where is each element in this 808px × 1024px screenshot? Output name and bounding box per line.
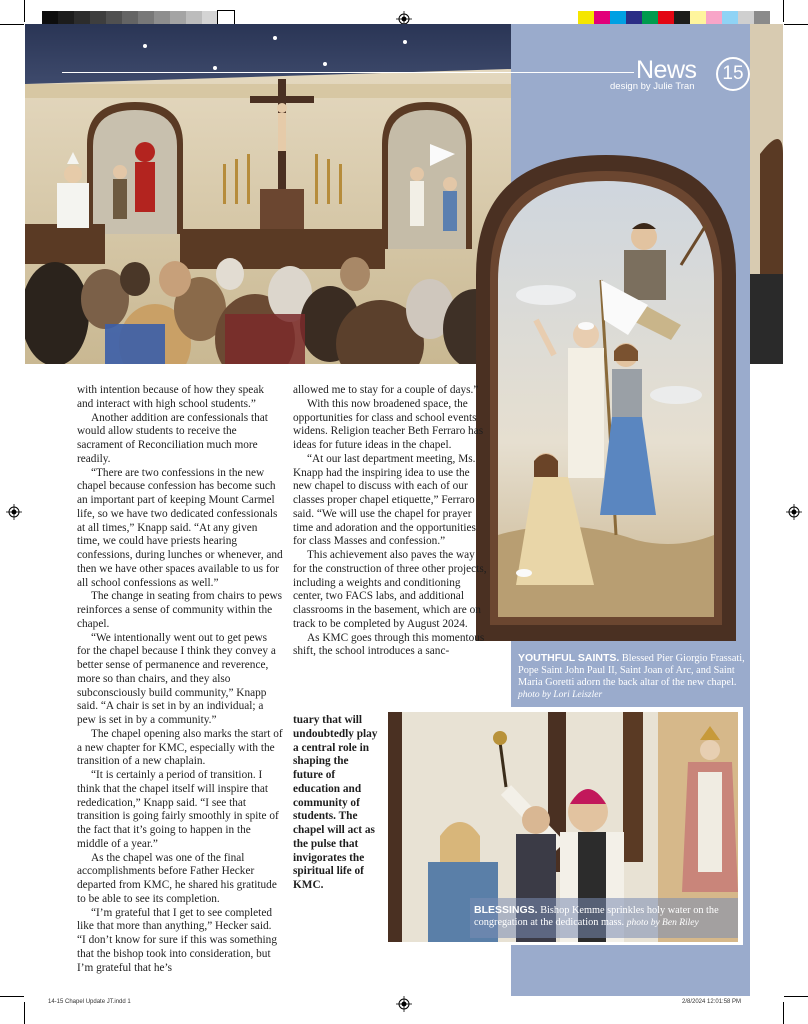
designer-credit: design by Julie Tran xyxy=(610,81,695,92)
article-paragraph: “I’m grateful that I get to see completed like that more than anything,” Hecker said. “I don’t know for sure if this was something that the bishop took into consideration, but I’m grateful that he’s xyxy=(77,906,277,974)
photo-credit: photo by Lori Leiszler xyxy=(518,690,603,700)
photo-edge xyxy=(750,24,783,364)
article-paragraph: allowed me to stay for a couple of days.” xyxy=(293,384,479,396)
crop-mark xyxy=(24,1002,25,1024)
crop-mark xyxy=(0,996,24,997)
article-column-2-tail: tuary that will undoubtedly play a central role in shaping the future of education and community of students. The chapel will act as the pulse that invigorates the spiritual life of KMC. xyxy=(293,714,378,891)
section-title: News xyxy=(636,56,697,84)
photo-credit: photo by Ben Riley xyxy=(626,918,699,928)
header-rule xyxy=(62,72,634,73)
article-paragraph: “We intentionally went out to get pews for the chapel because I think they convey a better sense of permanence and reverence, more so than chairs, and they also subconsciously build community,” Knapp said. “A chair is set in by an individual; a pew is set in by a community.” xyxy=(77,631,276,726)
caption-text: Blessed Pier Giorgio Frassati, Pope Saint John Paul II, Saint Joan of Arc, and Saint Maria Goretti adorn the back altar of the new chapel. xyxy=(518,653,745,688)
photo-caption-blessings xyxy=(474,904,740,929)
altar-painting-photo xyxy=(476,155,736,641)
crop-mark xyxy=(0,24,24,25)
article-paragraph: “At our last department meeting, Ms. Knapp had the inspiring idea to use the new chapel to discuss with each of our classes proper chapel etiquette,” Ferraro said. “We will use the chapel for prayer time and adoration and the opportunities for class Masses and confession.” xyxy=(293,452,476,548)
page-number: 15 xyxy=(716,57,750,91)
crop-mark xyxy=(783,1002,784,1024)
article-paragraph: The chapel opening also marks the start of a new chapter for KMC, especially with the transition of a new chaplain. xyxy=(77,727,283,768)
photo-caption-saints xyxy=(518,652,746,701)
article-column-1 xyxy=(77,384,283,975)
article-paragraph: As KMC goes through this momentous shift, the school introduces a sanc- xyxy=(293,631,485,658)
article-paragraph: Another addition are confessionals that would allow students to receive the sacrament of Reconciliation much more readily. xyxy=(77,411,268,465)
registration-mark-icon xyxy=(396,996,412,1012)
footer-timestamp: 2/8/2024 12:01:58 PM xyxy=(682,999,742,1005)
crop-mark xyxy=(24,0,25,22)
article-paragraph: As the chapel was one of the final accomplishments before Father Hecker departed from KMC, he shared his gratitude to be able to see its completion. xyxy=(77,851,277,905)
article-paragraph: With this now broadened space, the opportunities for class and school events widens. Religion teacher Beth Ferraro has ideas for future ideas in the chapel. xyxy=(293,397,484,451)
article-paragraph: This achievement also paves the way for the construction of three other projects, including a weights and conditioning center, two FACS labs, and additional classrooms in the basement, which are on track to be completed by August 2024. xyxy=(293,549,487,630)
article-paragraph: The change in seating from chairs to pews reinforces a sense of community within the chapel. xyxy=(77,590,283,630)
registration-mark-icon xyxy=(786,504,802,520)
caption-text: Bishop Kemme sprinkles holy water on the congregation at the dedication mass. xyxy=(474,905,719,928)
crop-mark xyxy=(783,0,784,22)
article-column-2 xyxy=(293,384,489,659)
caption-lead: BLESSINGS. xyxy=(474,904,538,916)
crop-mark xyxy=(784,24,808,25)
congregation-photo xyxy=(25,24,511,364)
article-paragraph: with intention because of how they speak and interact with high school students.” xyxy=(77,384,264,410)
crop-mark xyxy=(784,996,808,997)
footer-file-name: 14-15 Chapel Update JT.indd 1 xyxy=(48,999,131,1005)
article-paragraph: “There are two confessions in the new chapel because confession has become such an important part of keeping Mount Carmel life, so we have two dedicated confessionals at all times,” Knapp said. “At any given time, we could have priests hearing confessions, during lunches or whenever, and then we have other spaces available to us for all school confessions as well.” xyxy=(77,466,283,589)
article-paragraph: “It is certainly a period of transition. I think that the chapel itself will inspire that rededication,” Knapp said. “I see that transition is going fairly smoothly in spite of the fact that it’s going to happen in the middle of a year.” xyxy=(77,769,279,850)
registration-mark-icon xyxy=(6,504,22,520)
caption-lead: YOUTHFUL SAINTS. xyxy=(518,652,620,664)
